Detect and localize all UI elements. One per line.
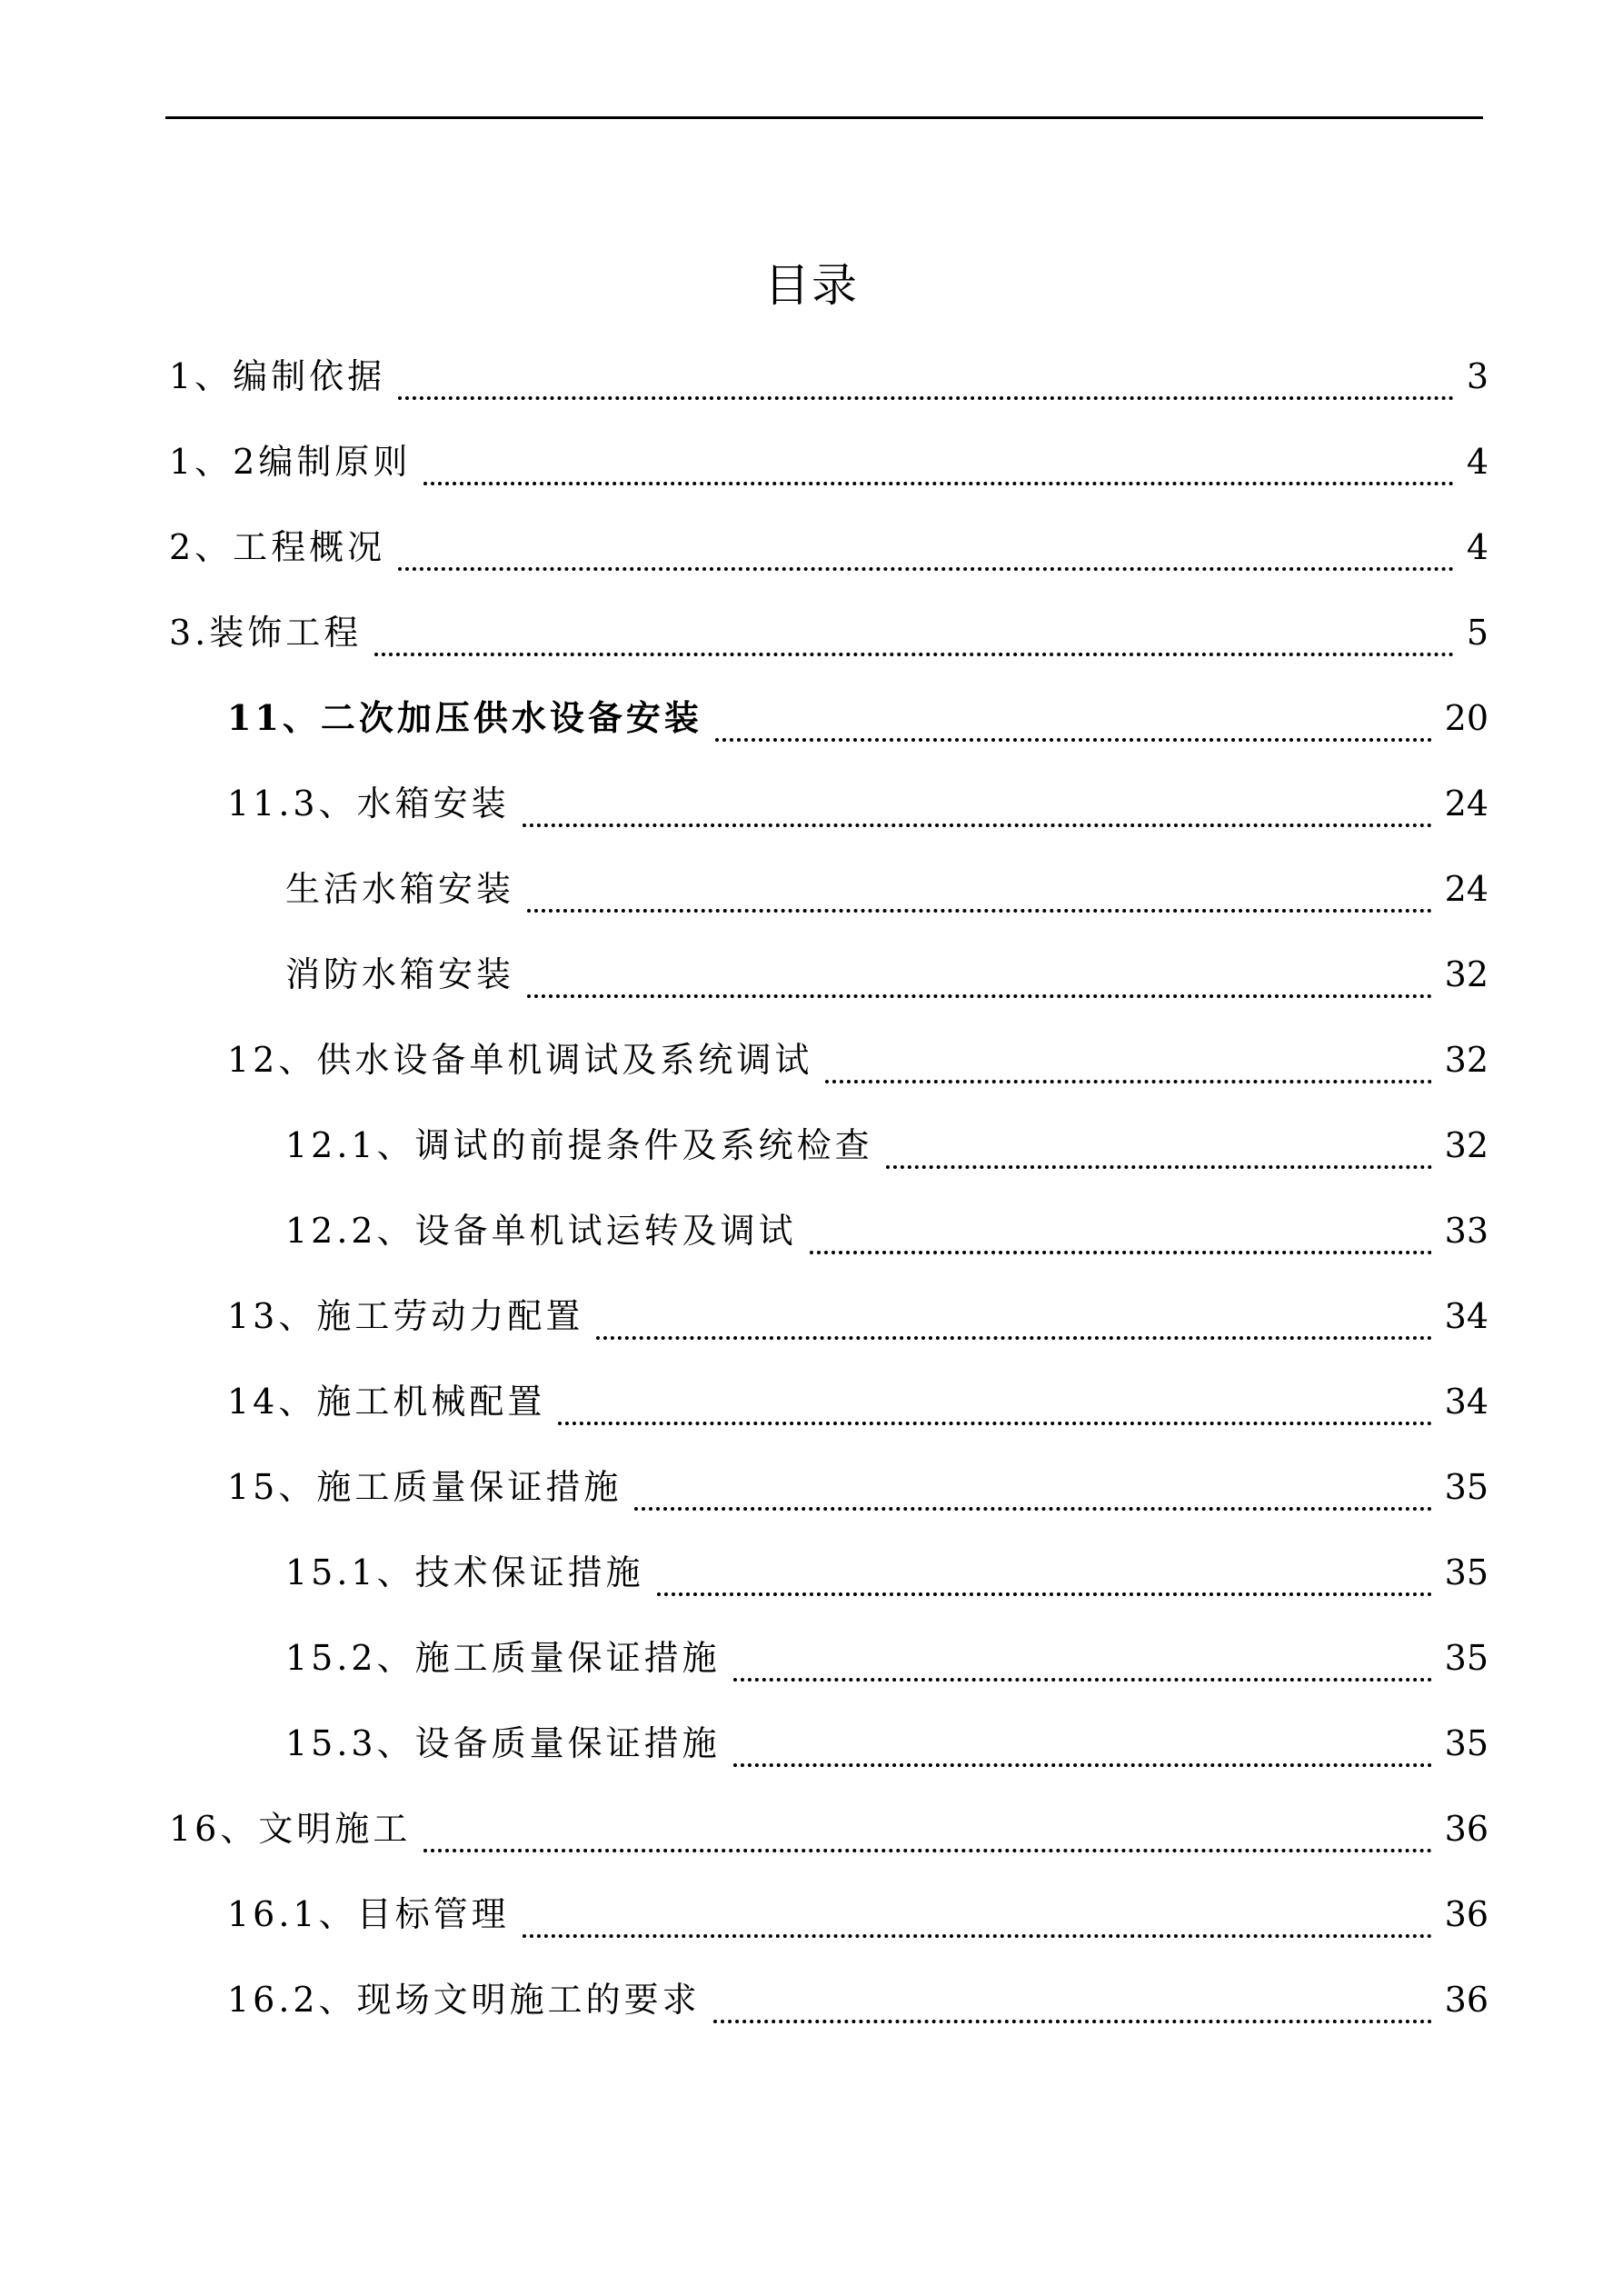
toc-dot-leader — [713, 2020, 1432, 2023]
toc-dot-leader — [398, 567, 1454, 571]
toc-entry[interactable] — [0, 771, 1623, 856]
toc-entry-label: 13、施工劳动力配置 — [227, 1296, 584, 1336]
toc-entry[interactable] — [0, 1540, 1623, 1625]
toc-entry[interactable] — [0, 1369, 1623, 1454]
toc-dot-leader — [596, 1336, 1431, 1340]
toc-entry[interactable] — [0, 1283, 1623, 1369]
toc-entry-label: 12.2、设备单机试运转及调试 — [285, 1211, 797, 1251]
toc-entry[interactable] — [0, 685, 1623, 771]
toc-entry-label: 14、施工机械配置 — [227, 1382, 546, 1422]
toc-dot-leader — [398, 396, 1454, 400]
toc-entry[interactable] — [0, 1967, 1623, 2052]
toc-entry-label: 消防水箱安装 — [285, 954, 515, 994]
toc-entry-label: 1、编制依据 — [169, 356, 386, 396]
toc-entry-label: 16、文明施工 — [169, 1809, 412, 1849]
toc-entry-label: 12.1、调试的前提条件及系统检查 — [285, 1125, 873, 1165]
header-rule — [165, 116, 1483, 119]
toc-page-number: 4 — [1466, 527, 1489, 567]
toc-dot-leader — [558, 1422, 1431, 1425]
toc-entry[interactable] — [0, 344, 1623, 429]
toc-entry[interactable] — [0, 1711, 1623, 1796]
toc-entry[interactable] — [0, 1113, 1623, 1198]
toc-page-number: 3 — [1466, 356, 1489, 396]
toc-entry[interactable] — [0, 600, 1623, 685]
toc-page-number: 32 — [1444, 954, 1489, 994]
toc-entry-label: 15.3、设备质量保证措施 — [285, 1723, 721, 1763]
toc-page-number: 36 — [1444, 1809, 1489, 1849]
toc-entry[interactable] — [0, 1027, 1623, 1113]
toc-page-number: 36 — [1444, 1894, 1489, 1934]
toc-entry-label: 生活水箱安装 — [285, 869, 515, 909]
toc-entry[interactable] — [0, 856, 1623, 942]
toc-dot-leader — [715, 738, 1432, 742]
toc-entry[interactable] — [0, 1625, 1623, 1711]
toc-page-number: 35 — [1444, 1552, 1489, 1592]
toc-entry-label: 16.2、现场文明施工的要求 — [227, 1980, 701, 2020]
toc-entry-label: 3.装饰工程 — [169, 613, 363, 653]
toc-title: 目录 — [764, 259, 859, 312]
toc-entry-label: 2、工程概况 — [169, 527, 386, 567]
toc-dot-leader — [423, 1849, 1431, 1852]
toc-page-number: 35 — [1444, 1723, 1489, 1763]
toc-dot-leader — [825, 1080, 1431, 1083]
toc-page-number: 4 — [1466, 442, 1489, 482]
toc-page-number: 5 — [1466, 613, 1489, 653]
toc-dot-leader — [810, 1251, 1432, 1254]
toc-page-number: 36 — [1444, 1980, 1489, 2020]
toc-entry-label: 16.1、目标管理 — [227, 1894, 510, 1934]
toc-page-number: 33 — [1444, 1211, 1489, 1251]
toc-dot-leader — [634, 1507, 1431, 1511]
toc-dot-leader — [374, 653, 1454, 656]
toc-dot-leader — [523, 1934, 1432, 1938]
toc-entry-label: 15、施工质量保证措施 — [227, 1467, 622, 1507]
toc-entry-label: 15.1、技术保证措施 — [285, 1552, 644, 1592]
toc-dot-leader — [886, 1165, 1432, 1169]
toc-page-number: 35 — [1444, 1638, 1489, 1678]
toc-entry-label: 11、二次加压供水设备安装 — [227, 697, 702, 738]
toc-entry-label: 12、供水设备单机调试及系统调试 — [227, 1040, 813, 1080]
toc-dot-leader — [523, 824, 1432, 827]
toc-entry[interactable] — [0, 1796, 1623, 1882]
toc-entry[interactable] — [0, 1454, 1623, 1540]
toc-page-number: 24 — [1444, 869, 1489, 909]
toc-dot-leader — [733, 1763, 1432, 1767]
toc-entry-label: 11.3、水箱安装 — [227, 784, 510, 824]
toc-entry-label: 15.2、施工质量保证措施 — [285, 1638, 721, 1678]
toc-dot-leader — [657, 1592, 1432, 1596]
toc-entry-label: 1、2编制原则 — [169, 442, 412, 482]
toc-page-number: 32 — [1444, 1125, 1489, 1165]
toc-entry[interactable] — [0, 429, 1623, 514]
toc-dot-leader — [527, 909, 1432, 913]
toc-entry[interactable] — [0, 1198, 1623, 1283]
toc-page-number: 24 — [1444, 784, 1489, 824]
toc-entry[interactable] — [0, 942, 1623, 1027]
toc-page-number: 35 — [1444, 1467, 1489, 1507]
toc-dot-leader — [733, 1678, 1432, 1682]
toc-dot-leader — [527, 994, 1432, 998]
toc-page-number: 34 — [1444, 1382, 1489, 1422]
toc-list — [0, 344, 1623, 2052]
toc-entry[interactable] — [0, 1882, 1623, 1967]
toc-page-number: 32 — [1444, 1040, 1489, 1080]
toc-entry[interactable] — [0, 514, 1623, 600]
toc-page-number: 20 — [1444, 698, 1489, 738]
toc-dot-leader — [423, 482, 1453, 485]
toc-page-number: 34 — [1444, 1296, 1489, 1336]
